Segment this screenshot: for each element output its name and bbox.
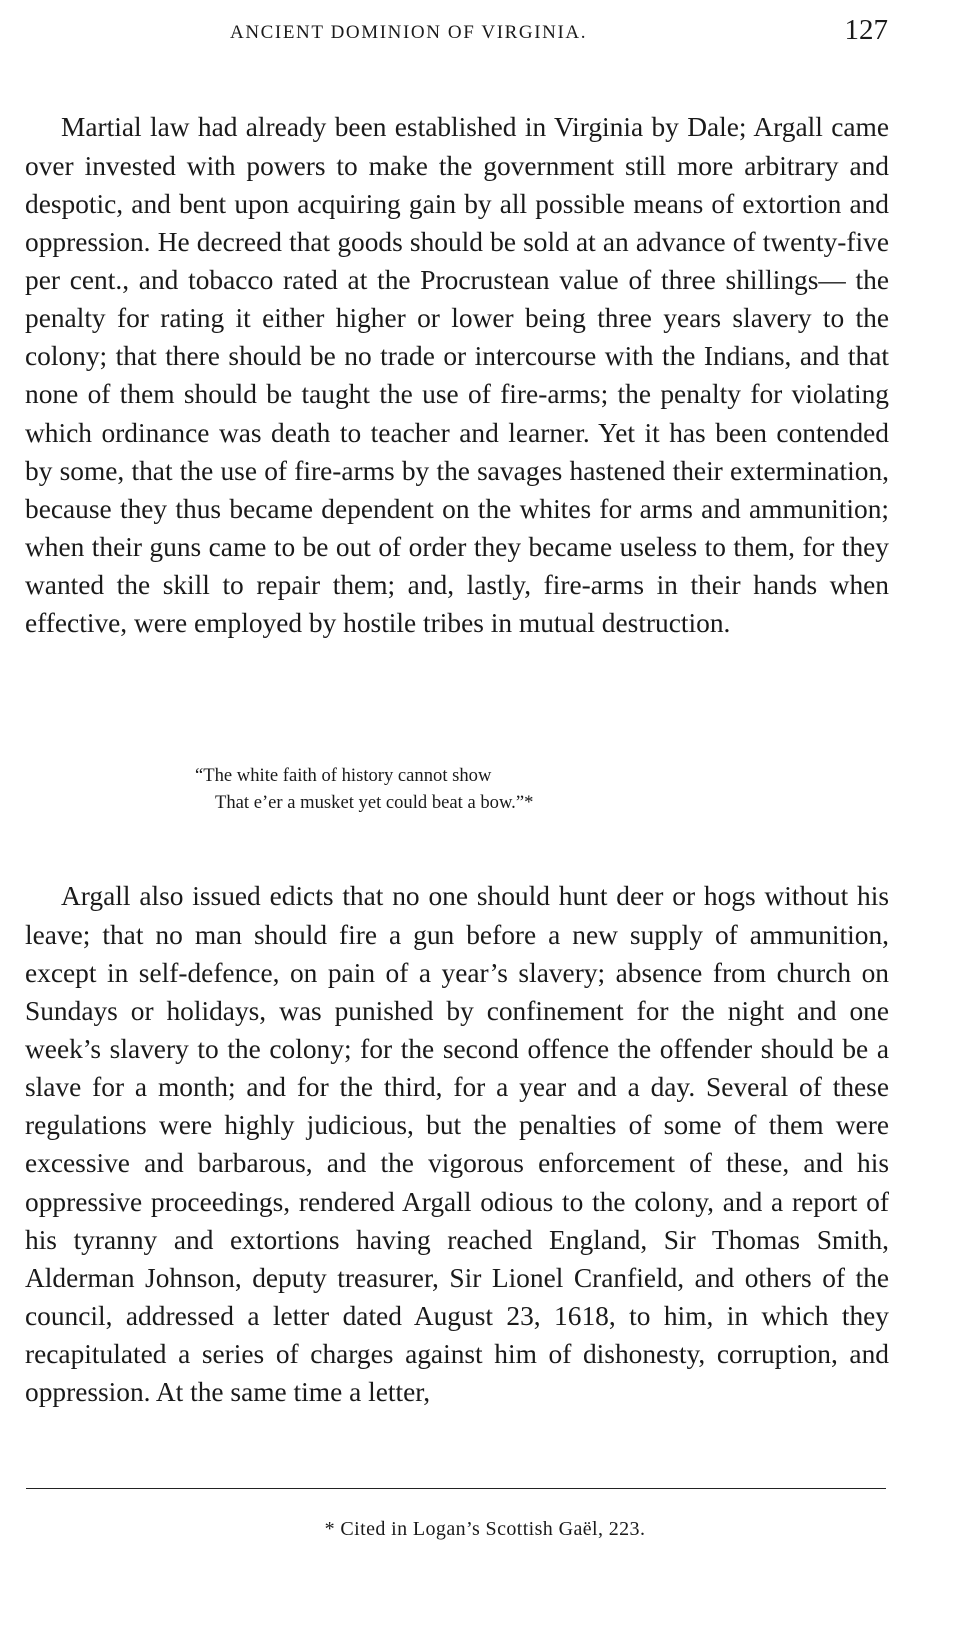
footnote: * Cited in Logan’s Scottish Gaël, 223. — [324, 1518, 646, 1540]
verse-line-1: “The white faith of history cannot show — [195, 765, 492, 786]
page-number: 127 — [844, 14, 888, 46]
body-paragraph-2: Argall also issued edicts that no one should hunt deer or hogs without his leave; that no man should fire a gun before a new supply of ammunition, except in self-defence, on pain of a year’s slavery; absence from church on Sundays or holidays, was punished by confinement for the night and one week’s slavery to the colony; for the second offence the offender should be a slave for a month; and for the third, for a year and a day. Several of these regulations were highly judicious, but the penalties of some of them were excessive and barbarous, and the vigorous enforcement of these, and his oppressive proceedings, rendered Argall odious to the colony, and a report of his tyranny and extortions having reached England, Sir Thomas Smith, Alderman Johnson, deputy treasurer, Sir Lionel Cranfield, and others of the council, addressed a letter dated August 23, 1618, to him, in which they recapitulated a series of charges against him of dishonesty, corruption, and oppression. At the same time a letter, — [25, 881, 889, 1408]
verse-line-2: That e’er a musket yet could beat a bow.”* — [215, 792, 534, 813]
verse-quotation — [195, 762, 534, 816]
footnote-divider — [26, 1488, 886, 1489]
body-paragraph-1: Martial law had already been established in Virginia by Dale; Argall came over invested with powers to make the government still more arbitrary and despotic, and bent upon acquiring gain by all possible means of extortion and oppression. He decreed that goods should be sold at an advance of twenty-five per cent., and tobacco rated at the Procrustean value of three shillings— the penalty for rating it either higher or lower being three years slavery to the colony; that there should be no trade or intercourse with the Indians, and that none of them should be taught the use of fire-arms; the penalty for violating which ordinance was death to teacher and learner. Yet it has been contended by some, that the use of fire-arms by the savages hastened their extermination, because they thus became dependent on the whites for arms and ammunition; when their guns came to be out of order they became useless to them, for they wanted the skill to repair them; and, lastly, fire-arms in their hands when effective, were employed by hostile tribes in mutual destruction. — [25, 112, 889, 639]
running-head: ANCIENT DOMINION OF VIRGINIA. — [230, 22, 588, 43]
